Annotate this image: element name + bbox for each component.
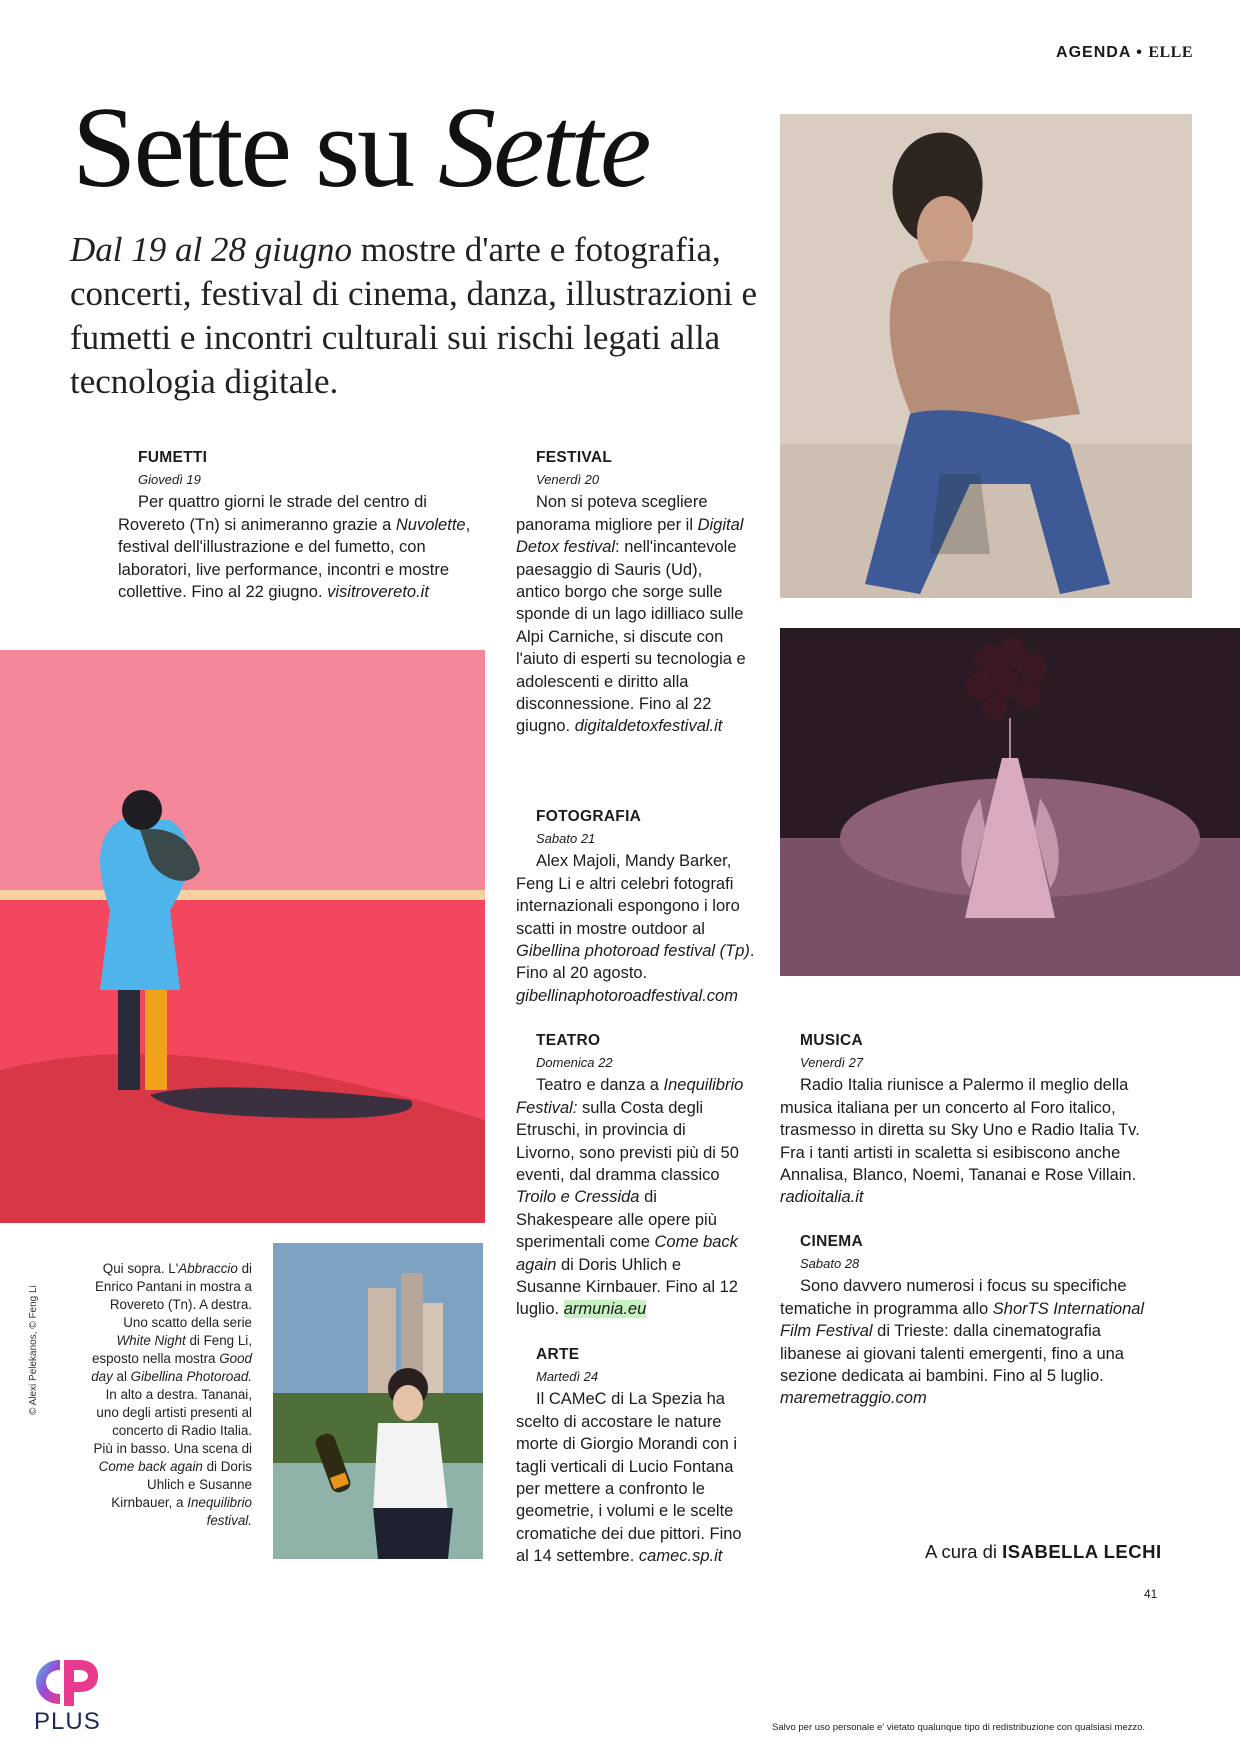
section-body: Alex Majoli, Mandy Barker, Feng Li e altri celebri fotografi internazionali espongono i loro scatti in mostre outdoor al Gibellina photoroad festival (Tp). Fino al 20 agosto. gibellinaphotoroadfestival.com xyxy=(516,852,755,1005)
link-visitrovereto[interactable]: visitrovereto.it xyxy=(327,583,429,602)
byline: A cura di ISABELLA LECHI xyxy=(925,1541,1162,1562)
page-title xyxy=(72,84,649,212)
header-section: AGENDA xyxy=(1056,44,1131,61)
title-plain: Sette su xyxy=(72,84,439,212)
section-heading: FOTOGRAFIA xyxy=(536,808,642,825)
section-musica xyxy=(780,1030,1152,1209)
photo-caption: Qui sopra. L'Abbraccio di Enrico Pantani in mostra a Rovereto (Tn). A destra. Uno scatto della serie White Night di Feng Li, esposto nella mostra Good day al Gibellina Photoroad. In alto a destra. Tananai, uno degli artisti presenti al concerto di Radio Italia. Più in basso. Una scena di Come back again di Doris Uhlich e Susanne Kirnbauer, a Inequilibrio festival. xyxy=(91,1261,252,1528)
page-subtitle xyxy=(70,228,760,404)
subtitle-text: mostre d'arte e fotografia, concerti, festival di cinema, danza, illustrazioni e fumetti e incontri culturali sui rischi legati alla tecnologia digitale. xyxy=(70,230,758,401)
section-heading: FESTIVAL xyxy=(536,449,613,466)
footer-notice: Salvo per uso personale e' vietato qualunque tipo di redistribuzione con qualsiasi mezzo. xyxy=(772,1722,1146,1733)
portrait-man-on-stool-image xyxy=(780,114,1192,598)
page-number: 41 xyxy=(1144,1587,1158,1601)
painting-embrace-image xyxy=(0,650,485,1223)
section-festival xyxy=(516,447,746,738)
section-teatro xyxy=(516,1030,748,1321)
link-camec[interactable]: camec.sp.it xyxy=(638,1547,723,1566)
section-heading: FUMETTI xyxy=(138,449,208,466)
section-body: Il CAMeC di La Spezia ha scelto di accostare le nature morte di Giorgio Morandi con i tagli verticali di Lucio Fontana per mettere a confronto le geometrie, i volumi e le scelte cromatiche dei due pittori. Fino al 14 settembre. camec.sp.it xyxy=(516,1390,742,1566)
section-cinema xyxy=(780,1231,1152,1410)
section-heading: MUSICA xyxy=(800,1032,863,1049)
header-brand: ELLE xyxy=(1148,44,1193,61)
section-body: Non si poteva scegliere panorama migliore per il Digital Detox festival: nell'incantevole paesaggio di Sauris (Ud), antico borgo che sorge sulle sponde di un lago idilliaco sulle Alpi Carniche, si discute con l'aiuto di esperti su tecnologia e adolescenti e diritto alla disconnessione. Fino al 22 giugno. digitaldetoxfestival.it xyxy=(516,493,746,736)
title-italic: Sette xyxy=(438,84,649,212)
section-date: Venerdì 20 xyxy=(536,472,600,488)
section-body: Teatro e danza a Inequilibrio Festival: sulla Costa degli Etruschi, in provincia di Livorno, sono previsti più di 50 eventi, dal dramma classico Troilo e Cressida di Shakespeare alle opere più sperimentali come Come back again di Doris Uhlich e Susanne Kirnbauer. Fino al 12 luglio. armunia.eu xyxy=(516,1076,744,1319)
page-header xyxy=(1056,44,1193,62)
woman-with-champagne-image xyxy=(273,1243,483,1559)
subtitle-dates: Dal 19 al 28 giugno xyxy=(70,230,352,269)
link-digitaldetox[interactable]: digitaldetoxfestival.it xyxy=(574,717,723,736)
section-heading: TEATRO xyxy=(536,1032,601,1049)
link-gibellina[interactable]: gibellinaphotoroadfestival.com xyxy=(516,986,738,1005)
header-bullet: • xyxy=(1136,44,1143,61)
link-maremetraggio[interactable]: maremetraggio.com xyxy=(780,1389,927,1408)
section-fumetti xyxy=(118,447,486,603)
cp-plus-logo xyxy=(32,1654,102,1708)
link-radioitalia[interactable]: radioitalia.it xyxy=(780,1188,864,1207)
section-date: Sabato 28 xyxy=(800,1256,860,1272)
section-body: Sono davvero numerosi i focus su specifiche tematiche in programma allo ShorTS International Film Festival di Trieste: dalla cinematografia libanese ai giovani talenti emergenti, fino a una sezione dedicata ai bambini. Fino al 5 luglio. maremetraggio.com xyxy=(780,1277,1145,1408)
link-armunia[interactable]: armunia.eu xyxy=(563,1300,647,1319)
section-fotografia xyxy=(516,806,756,1007)
section-heading: CINEMA xyxy=(800,1233,863,1250)
section-body: Per quattro giorni le strade del centro di Rovereto (Tn) si animeranno grazie a Nuvolette, festival dell'illustrazione e del fumetto, con laboratori, live performance, incontri e mostre collettive. Fino al 22 giugno. visitrovereto.it xyxy=(118,493,471,602)
section-date: Giovedì 19 xyxy=(138,472,201,488)
author-name: ISABELLA LECHI xyxy=(1002,1541,1162,1562)
section-body: Radio Italia riunisce a Palermo il meglio della musica italiana per un concerto al Foro italico, trasmesso in diretta su Sky Uno e Radio Italia Tv. Fra i tanti artisti in scaletta si esibiscono anche Annalisa, Blanco, Noemi, Tananai e Rose Villain. radioitalia.it xyxy=(780,1076,1140,1207)
photo-credit: © Alexi Pelekanos, © Feng Li xyxy=(28,1285,39,1415)
section-date: Martedì 24 xyxy=(536,1369,599,1385)
section-date: Venerdì 27 xyxy=(800,1055,864,1071)
section-date: Domenica 22 xyxy=(536,1055,613,1071)
section-arte xyxy=(516,1344,756,1568)
section-heading: ARTE xyxy=(536,1346,580,1363)
plus-watermark-text: PLUS xyxy=(34,1708,101,1735)
stage-dancer-balloons-image xyxy=(780,628,1240,976)
section-date: Sabato 21 xyxy=(536,831,596,847)
